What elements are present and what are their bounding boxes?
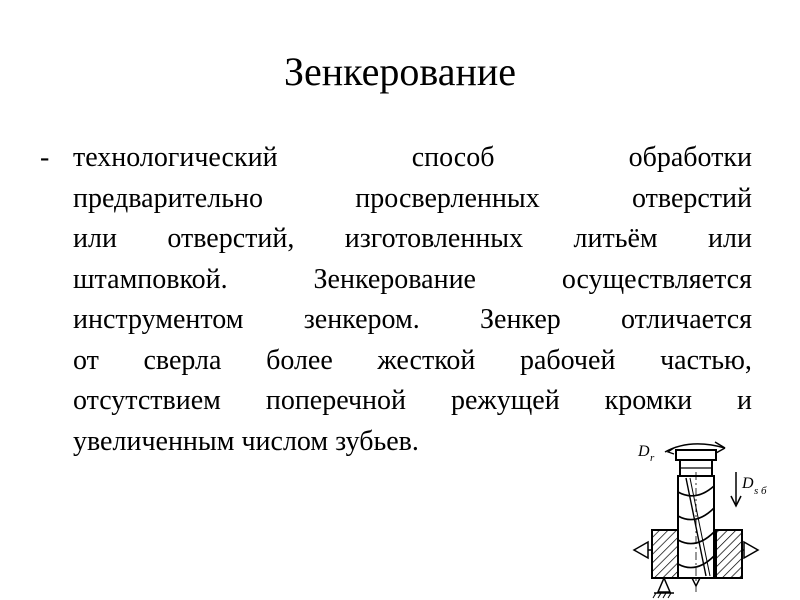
- feed-label: D: [742, 475, 754, 492]
- countersink-diagram: [630, 432, 780, 600]
- word: режущей: [450, 385, 560, 416]
- support-bottom-icon: [653, 578, 674, 598]
- body-line-7: [40, 381, 752, 422]
- clamp-right-icon: [742, 542, 758, 558]
- word: жесткой: [377, 344, 476, 376]
- word: увеличенным числом зубьев.: [73, 425, 419, 457]
- feed-arrow-icon: [731, 472, 741, 506]
- word: Зенкер: [479, 304, 561, 335]
- body-line-5: [40, 300, 752, 341]
- slide-title: Зенкерование: [283, 49, 517, 94]
- workpiece-left: [652, 530, 678, 578]
- body-line-3: [40, 219, 752, 260]
- word: более: [266, 344, 333, 376]
- word: или: [708, 223, 752, 254]
- word: отсутствием: [73, 385, 221, 416]
- word: кромки: [604, 385, 693, 416]
- word: и: [737, 385, 752, 416]
- rotation-label: D: [638, 443, 650, 460]
- word: просверленных: [355, 182, 540, 214]
- body-line-1-words: [73, 138, 752, 179]
- slide-body: [40, 138, 752, 462]
- clamp-left-icon: [634, 542, 652, 558]
- body-line-6: [40, 341, 752, 382]
- workpiece-right: [716, 530, 742, 578]
- body-line-4: [40, 260, 752, 301]
- body-line-2: [40, 179, 752, 220]
- word: обработки: [628, 142, 752, 173]
- word: рабочей: [519, 344, 616, 376]
- word: или: [73, 223, 117, 254]
- word: литьём: [573, 223, 658, 254]
- word: отверстий: [632, 182, 752, 214]
- feed-label-subscript: s б: [754, 485, 767, 497]
- word: сверла: [143, 344, 222, 376]
- word: инструментом: [73, 304, 244, 335]
- word: поперечной: [265, 385, 407, 416]
- word: зенкером.: [303, 304, 420, 335]
- countersink-tool: [678, 472, 714, 592]
- rotation-label-subscript: r: [650, 452, 655, 464]
- word: изготовленных: [344, 223, 524, 254]
- word: способ: [411, 142, 495, 173]
- word: штамповкой.: [73, 263, 228, 295]
- word: частью,: [660, 344, 752, 376]
- word: технологический: [73, 142, 278, 173]
- word: предварительно: [73, 182, 263, 214]
- list-dash: -: [40, 142, 50, 173]
- word: осуществляется: [561, 263, 752, 295]
- word: от: [73, 344, 99, 376]
- body-line-1: [40, 138, 752, 179]
- word: отверстий,: [167, 223, 295, 254]
- word: Зенкерование: [313, 263, 476, 295]
- word: отличается: [621, 304, 752, 335]
